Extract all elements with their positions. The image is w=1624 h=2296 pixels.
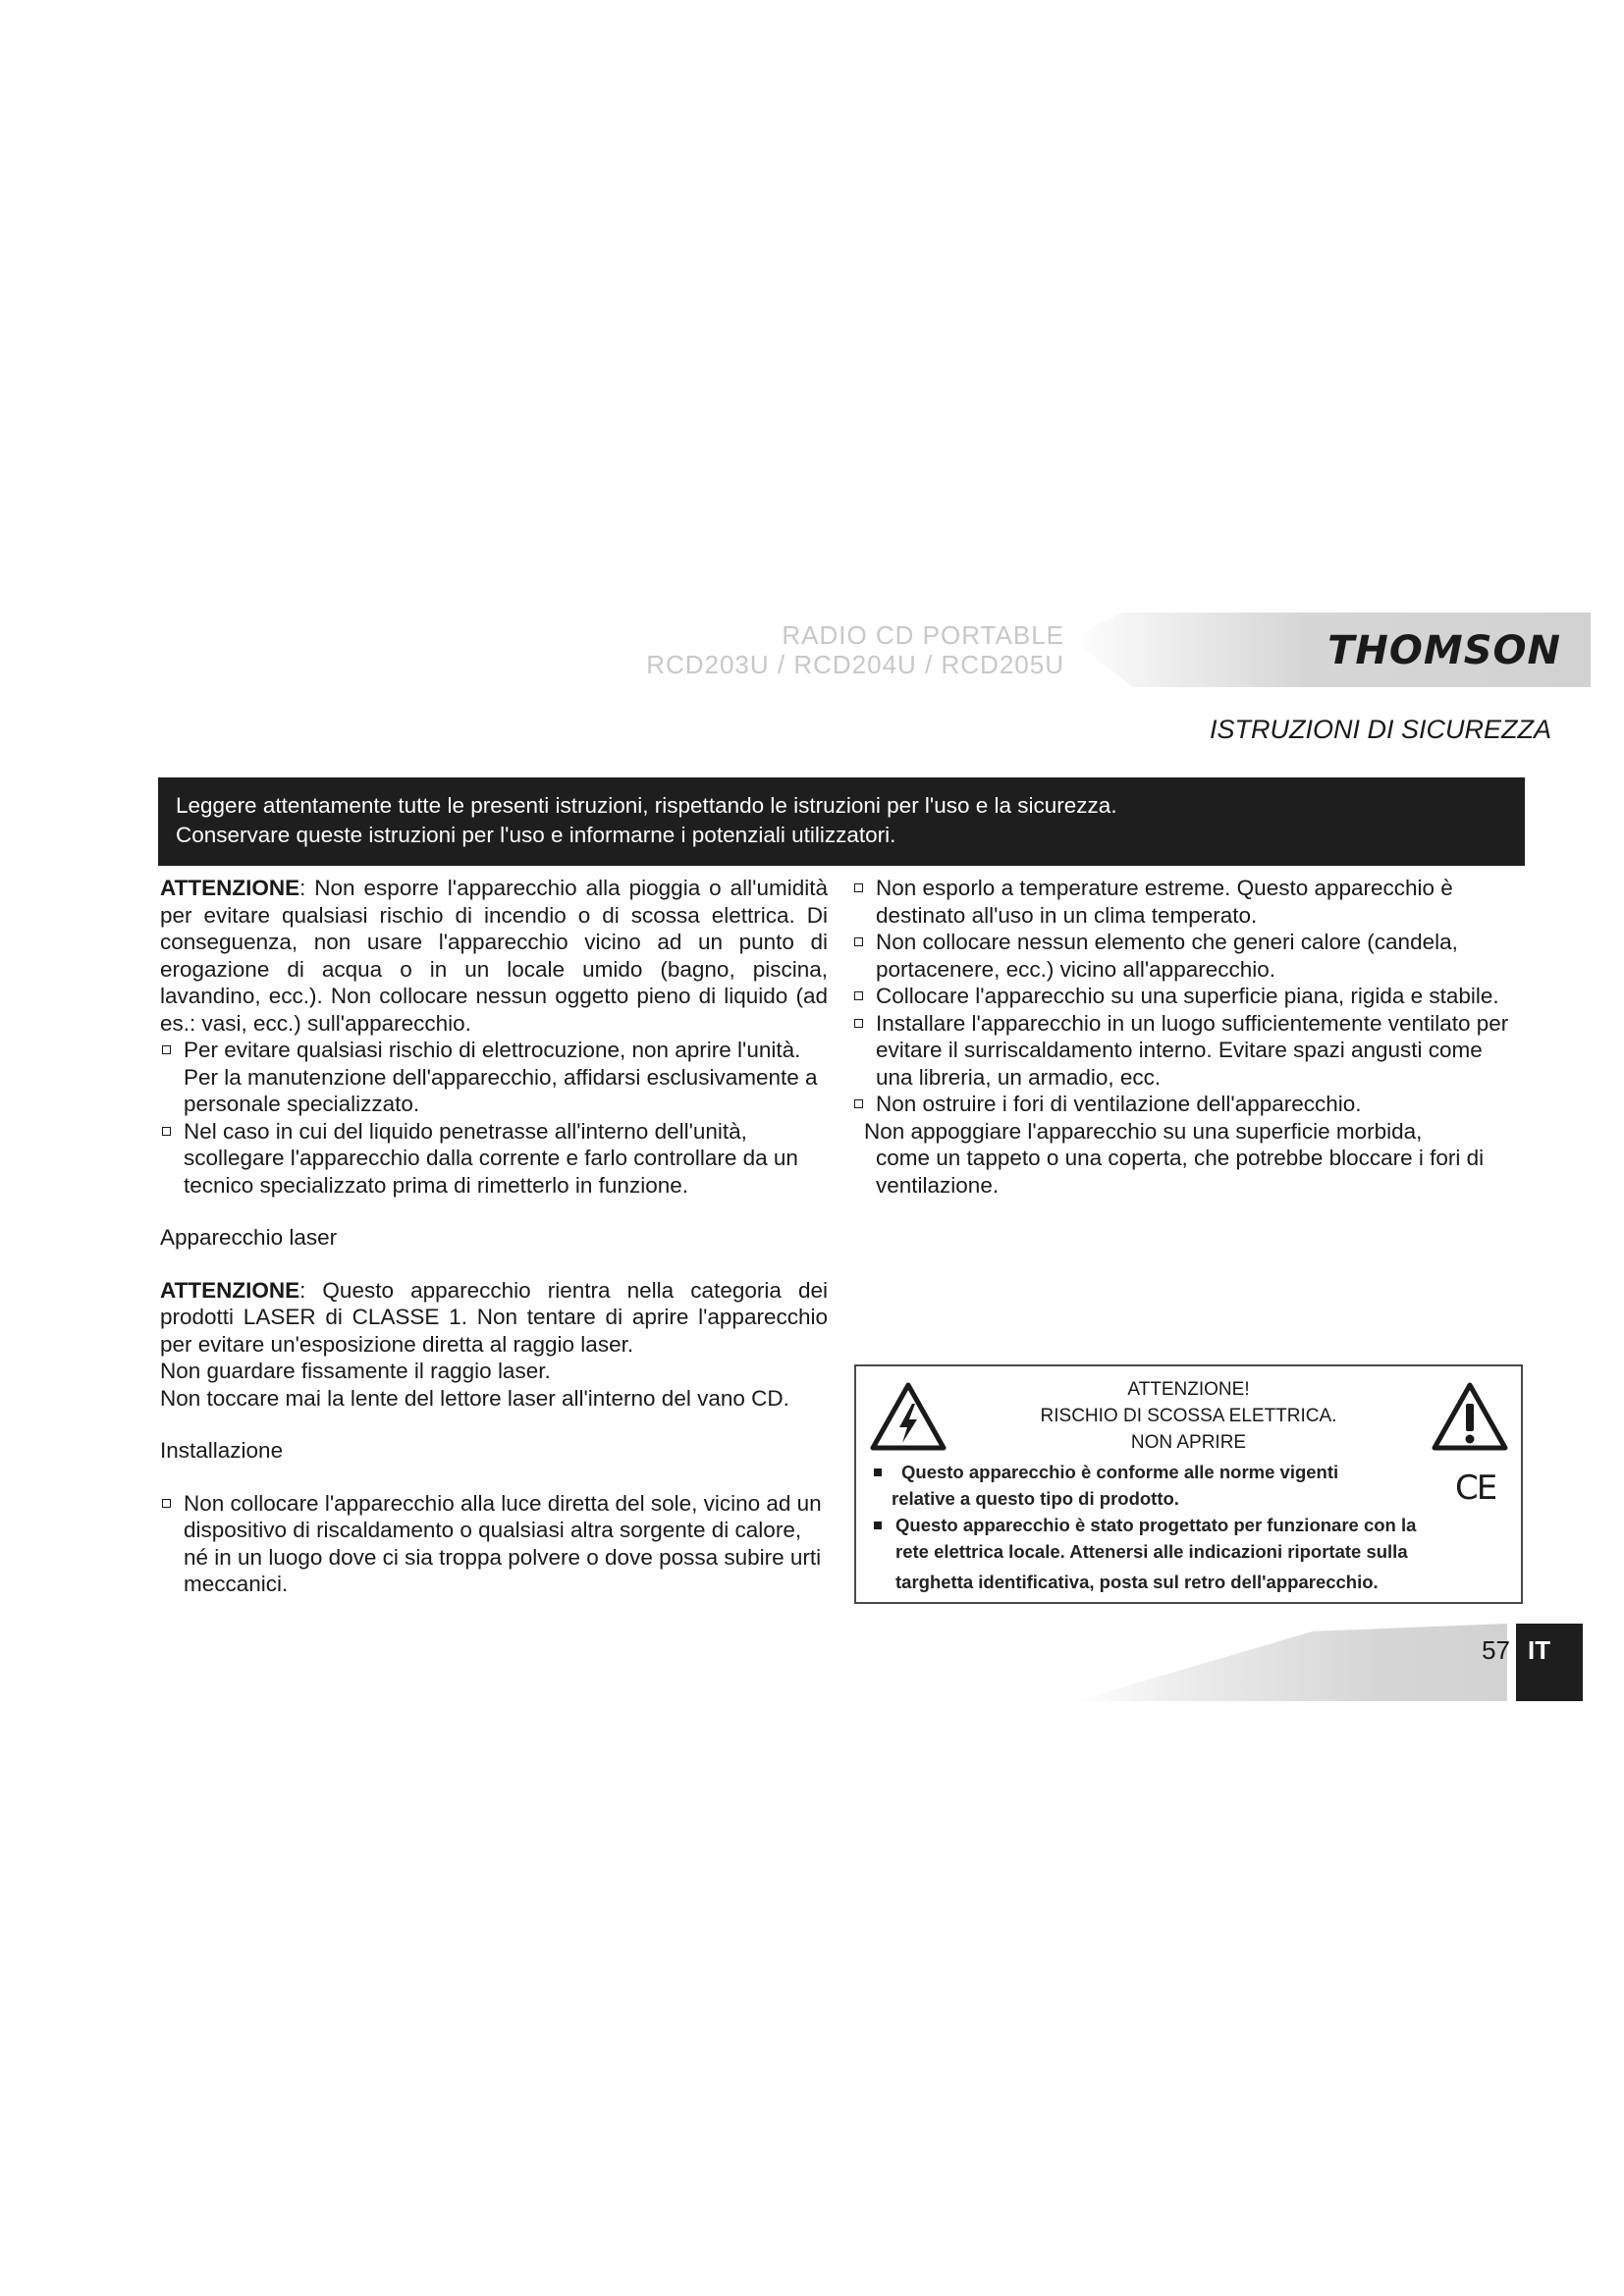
list-item	[874, 1512, 1512, 1595]
language-badge: IT	[1516, 1624, 1583, 1701]
list-item	[160, 1037, 828, 1118]
list-item-text: Non ostruire i fori di ventilazione dell'apparecchio.	[876, 1092, 1362, 1116]
page-number: 57	[1482, 1635, 1510, 1665]
list-item-text: Questo apparecchio è conforme alle norme vigenti	[901, 1462, 1339, 1482]
product-line	[603, 620, 1064, 679]
warning-box-title: ATTENZIONE!	[1127, 1379, 1250, 1400]
laser-paragraph	[160, 1277, 828, 1359]
product-line-title: RADIO CD PORTABLE	[782, 620, 1064, 650]
product-line-models: RCD203U / RCD204U / RCD205U	[646, 650, 1064, 679]
list-item-text: Non collocare l'apparecchio alla luce diretta del sole, vicino ad un dispositivo di riscaldamento o qualsiasi altra sorgente di calore, né in un luogo dove ci sia troppa polvere o dove possa subire urti meccanici.	[184, 1490, 822, 1596]
list-item-text: Collocare l'apparecchio su una superficie piana, rigida e stabile.	[876, 984, 1499, 1008]
laser-line-3: Non toccare mai la lente del lettore laser all'interno del vano CD.	[160, 1385, 789, 1411]
page-title: ISTRUZIONI DI SICUREZZA	[1209, 715, 1551, 744]
list-item-text: Installare l'apparecchio in un luogo sufficientemente ventilato per evitare il surriscaldamento interno. Evitare spazi angusti come una libreria, un armadio, ecc.	[876, 1010, 1509, 1090]
list-item	[160, 1118, 828, 1200]
list-item-text: Questo apparecchio è stato progettato per funzionare con la	[895, 1515, 1417, 1535]
extra-line-1: Non appoggiare l'apparecchio su una superficie morbida,	[864, 1118, 1423, 1144]
laser-warning-text: : Questo apparecchio rientra nella categoria dei prodotti LASER di CLASSE 1. Non tentare di aprire l'apparecchio per evitare un'esposizione diretta al raggio laser.	[160, 1277, 828, 1357]
checkbox-bullet-icon	[854, 937, 863, 946]
checkbox-bullet-icon	[854, 883, 863, 892]
installation-heading: Installazione	[160, 1438, 284, 1463]
intro-box	[158, 777, 1525, 866]
footer-band	[1075, 1624, 1507, 1701]
list-item	[852, 983, 1520, 1010]
warning-paragraph	[160, 875, 828, 1037]
warning-box-subtitle: RISCHIO DI SCOSSA ELETTRICA.	[1040, 1406, 1337, 1426]
laser-line-2: Non guardare fissamente il raggio laser.	[160, 1359, 551, 1383]
list-item-text: Non esporlo a temperature estreme. Questo apparecchio è destinato all'uso in un clima temperato.	[876, 876, 1453, 928]
right-column	[852, 875, 1520, 1199]
checkbox-bullet-icon	[162, 1127, 171, 1136]
list-item-text: Nel caso in cui del liquido penetrasse all'interno dell'unità, scollegare l'apparecchio dalla corrente e farlo controllare da un tecnico specializzato prima di rimetterlo in funzione.	[184, 1118, 798, 1198]
left-column	[160, 875, 828, 1598]
checkbox-bullet-icon	[162, 1045, 171, 1054]
intro-line-1: Leggere attentamente tutte le presenti istruzioni, rispettando le istruzioni per l'uso e la sicurezza.	[176, 793, 1117, 818]
list-item	[874, 1459, 1424, 1512]
ce-mark-icon: CE	[1455, 1468, 1496, 1508]
electric-warning-box	[854, 1364, 1523, 1604]
list-item-text: Per evitare qualsiasi rischio di elettrocuzione, non aprire l'unità. Per la manutenzione dell'apparecchio, affidarsi esclusivamente a personale specializzato.	[184, 1038, 818, 1116]
list-item	[160, 1490, 828, 1598]
extra-paragraph	[852, 1118, 1520, 1200]
square-bullet-icon	[874, 1468, 882, 1476]
checkbox-bullet-icon	[854, 991, 863, 1000]
checkbox-bullet-icon	[854, 1099, 863, 1108]
list-item	[852, 929, 1520, 983]
list-item	[852, 1091, 1520, 1118]
list-item-text: targhetta identificativa, posta sul retro dell'apparecchio.	[895, 1572, 1379, 1592]
brand-logo: THOMSON	[1327, 628, 1561, 673]
warning-label: ATTENZIONE	[160, 876, 300, 900]
checkbox-bullet-icon	[854, 1019, 863, 1028]
warning-text: : Non esporre l'apparecchio alla pioggia o all'umidità per evitare qualsiasi rischio di incendio o di scossa elettrica. Di conseguenza, non usare l'apparecchio vicino ad un punto di erogazione di acqua o in un locale umido (bagno, piscina, lavandino, ecc.). Non collocare nessun oggetto pieno di liquido (ad es.: vasi, ecc.) sull'apparecchio.	[160, 876, 828, 1036]
intro-line-2: Conservare queste istruzioni per l'uso e informarne i potenziali utilizzatori.	[176, 823, 896, 847]
checkbox-bullet-icon	[162, 1499, 171, 1508]
laser-warning-label: ATTENZIONE	[160, 1277, 300, 1303]
extra-line-2: come un tappeto o una coperta, che potrebbe bloccare i fori di ventilazione.	[876, 1146, 1485, 1198]
list-item	[852, 875, 1520, 929]
laser-heading: Apparecchio laser	[160, 1225, 338, 1250]
list-item-text: relative a questo tipo di prodotto.	[892, 1488, 1179, 1509]
list-item-text: rete elettrica locale. Attenersi alle indicazioni riportate sulla	[895, 1541, 1408, 1562]
list-item-text: Non collocare nessun elemento che generi calore (candela, portacenere, ecc.) vicino all'apparecchio.	[876, 930, 1458, 982]
list-item	[852, 1010, 1520, 1092]
square-bullet-icon	[874, 1522, 882, 1529]
warning-box-subtitle-2: NON APRIRE	[1130, 1432, 1247, 1453]
